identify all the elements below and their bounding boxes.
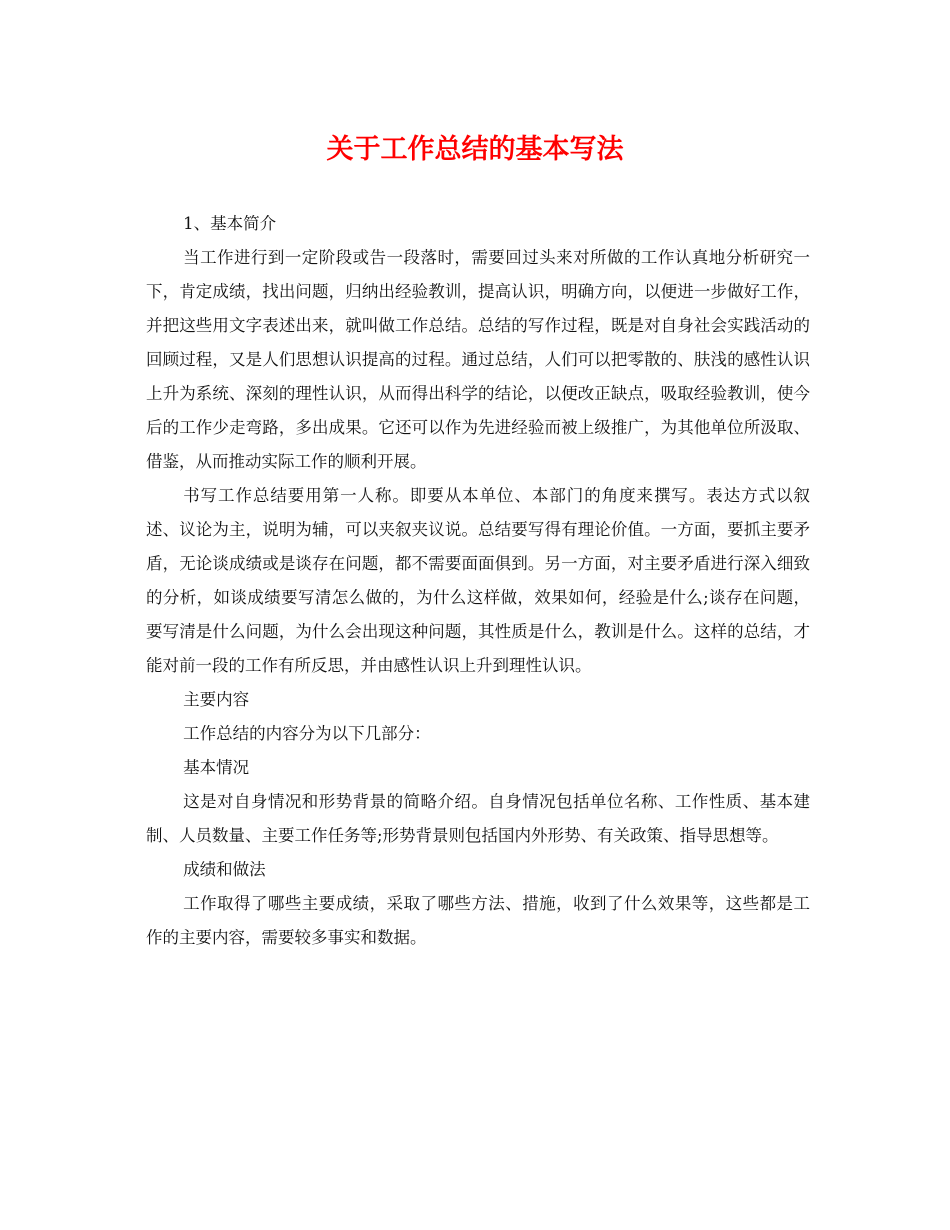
paragraph-writing-style: 书写工作总结要用第一人称。即要从本单位、本部门的角度来撰写。表达方式以叙述、议论为主，说明为辅，可以夹叙夹议说。总结要写得有理论价值。一方面，要抓主要矛盾，无论谈成绩或是谈存在问题，都不需要面面俱到。另一方面，对主要矛盾进行深入细致的分析，如谈成绩要写清怎么做的，为什么这样做，效果如何，经验是什么;谈存在问题，要写清是什么问题，为什么会出现这种问题，其性质是什么，教训是什么。这样的总结，才能对前一段的工作有所反思，并由感性认识上升到理性认识。: [146, 486, 810, 675]
section-heading-intro: 1、基本简介: [183, 214, 277, 233]
document-title: 关于工作总结的基本写法: [326, 134, 624, 165]
section-heading-main-content: 主要内容: [183, 690, 250, 709]
paragraph-content-parts: 工作总结的内容分为以下几部分：: [183, 724, 431, 743]
paragraph-intro: 当工作进行到一定阶段或告一段落时，需要回过头来对所做的工作认真地分析研究一下，肯定成绩，找出问题，归纳出经验教训，提高认识，明确方向，以便进一步做好工作，并把这些用文字表述出来，就叫做工作总结。总结的写作过程，既是对自身社会实践活动的回顾过程，又是人们思想认识提高的过程。通过总结，人们可以把零散的、肤浅的感性认识上升为系统、深刻的理性认识，从而得出科学的结论，以便改正缺点，吸取经验教训，使今后的工作少走弯路，多出成果。它还可以作为先进经验而被上级推广，为其他单位所汲取、借鉴，从而推动实际工作的顺利开展。: [146, 248, 810, 471]
paragraph-basic-situation: 这是对自身情况和形势背景的简略介绍。自身情况包括单位名称、工作性质、基本建制、人员数量、主要工作任务等;形势背景则包括国内外形势、有关政策、指导思想等。: [146, 792, 810, 845]
section-heading-basic-situation: 基本情况: [183, 758, 250, 777]
paragraph-achievements: 工作取得了哪些主要成绩，采取了哪些方法、措施，收到了什么效果等，这些都是工作的主要内容，需要较多事实和数据。: [146, 894, 810, 947]
section-heading-achievements: 成绩和做法: [183, 860, 266, 879]
document-body: [146, 207, 810, 955]
